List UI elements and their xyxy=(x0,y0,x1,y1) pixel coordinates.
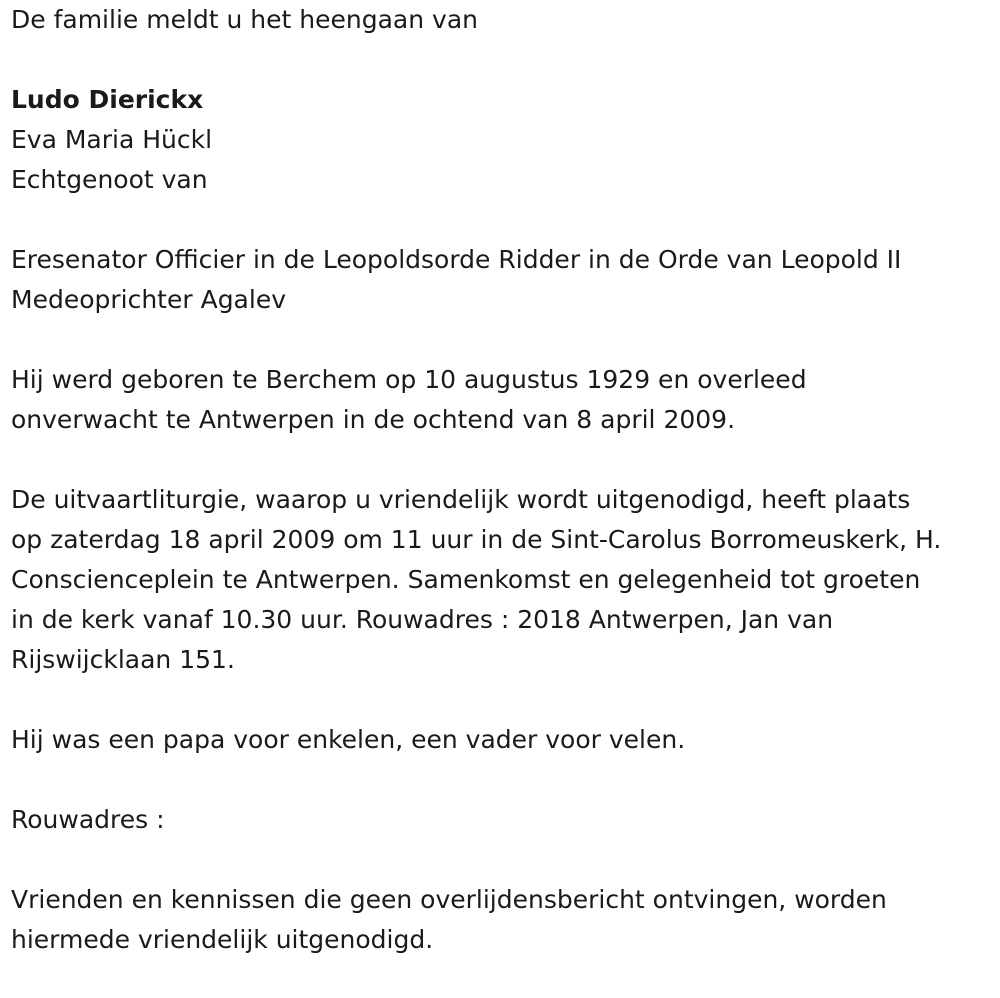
tribute-line: Hij was een papa voor enkelen, een vader voor velen. xyxy=(11,725,686,754)
funeral-line: op zaterdag 18 april 2009 om 11 uur in de Sint-Carolus Borromeuskerk, H. xyxy=(11,525,942,554)
intro-text xyxy=(11,0,996,40)
spacer xyxy=(11,760,996,800)
closing-paragraph xyxy=(11,880,996,960)
titles-paragraph xyxy=(11,240,996,320)
partner-name xyxy=(11,120,996,160)
spacer xyxy=(11,440,996,480)
birth-death-line: Hij werd geboren te Berchem op 10 augustus 1929 en overleed xyxy=(11,365,807,394)
deceased-name xyxy=(11,80,996,120)
closing-line: hiermede vriendelijk uitgenodigd. xyxy=(11,925,434,954)
funeral-line: De uitvaartliturgie, waarop u vriendelijk wordt uitgenodigd, heeft plaats xyxy=(11,485,911,514)
relation-line: Echtgenoot van xyxy=(11,165,208,194)
funeral-line: in de kerk vanaf 10.30 uur. Rouwadres : 2018 Antwerpen, Jan van xyxy=(11,605,834,634)
tribute-paragraph xyxy=(11,720,996,760)
address-label: Rouwadres : xyxy=(11,805,165,834)
address-label-paragraph xyxy=(11,800,996,840)
spacer xyxy=(11,680,996,720)
partner-name-text: Eva Maria Hückl xyxy=(11,125,213,154)
spacer xyxy=(11,320,996,360)
relation-text xyxy=(11,160,996,200)
birth-death-line: onverwacht te Antwerpen in de ochtend van 8 april 2009. xyxy=(11,405,736,434)
birth-death-paragraph xyxy=(11,360,996,440)
closing-line: Vrienden en kennissen die geen overlijdensbericht ontvingen, worden xyxy=(11,885,887,914)
titles-line: Medeoprichter Agalev xyxy=(11,285,286,314)
spacer xyxy=(11,840,996,880)
spacer xyxy=(11,40,996,80)
funeral-paragraph xyxy=(11,480,996,680)
funeral-line: Conscienceplein te Antwerpen. Samenkomst en gelegenheid tot groeten xyxy=(11,565,921,594)
intro-line: De familie meldt u het heengaan van xyxy=(11,5,478,34)
deceased-name-text: Ludo Dierickx xyxy=(11,85,204,114)
death-notice xyxy=(11,0,996,960)
funeral-line: Rijswijcklaan 151. xyxy=(11,645,235,674)
spacer xyxy=(11,200,996,240)
titles-line: Eresenator Officier in de Leopoldsorde Ridder in de Orde van Leopold II xyxy=(11,245,902,274)
